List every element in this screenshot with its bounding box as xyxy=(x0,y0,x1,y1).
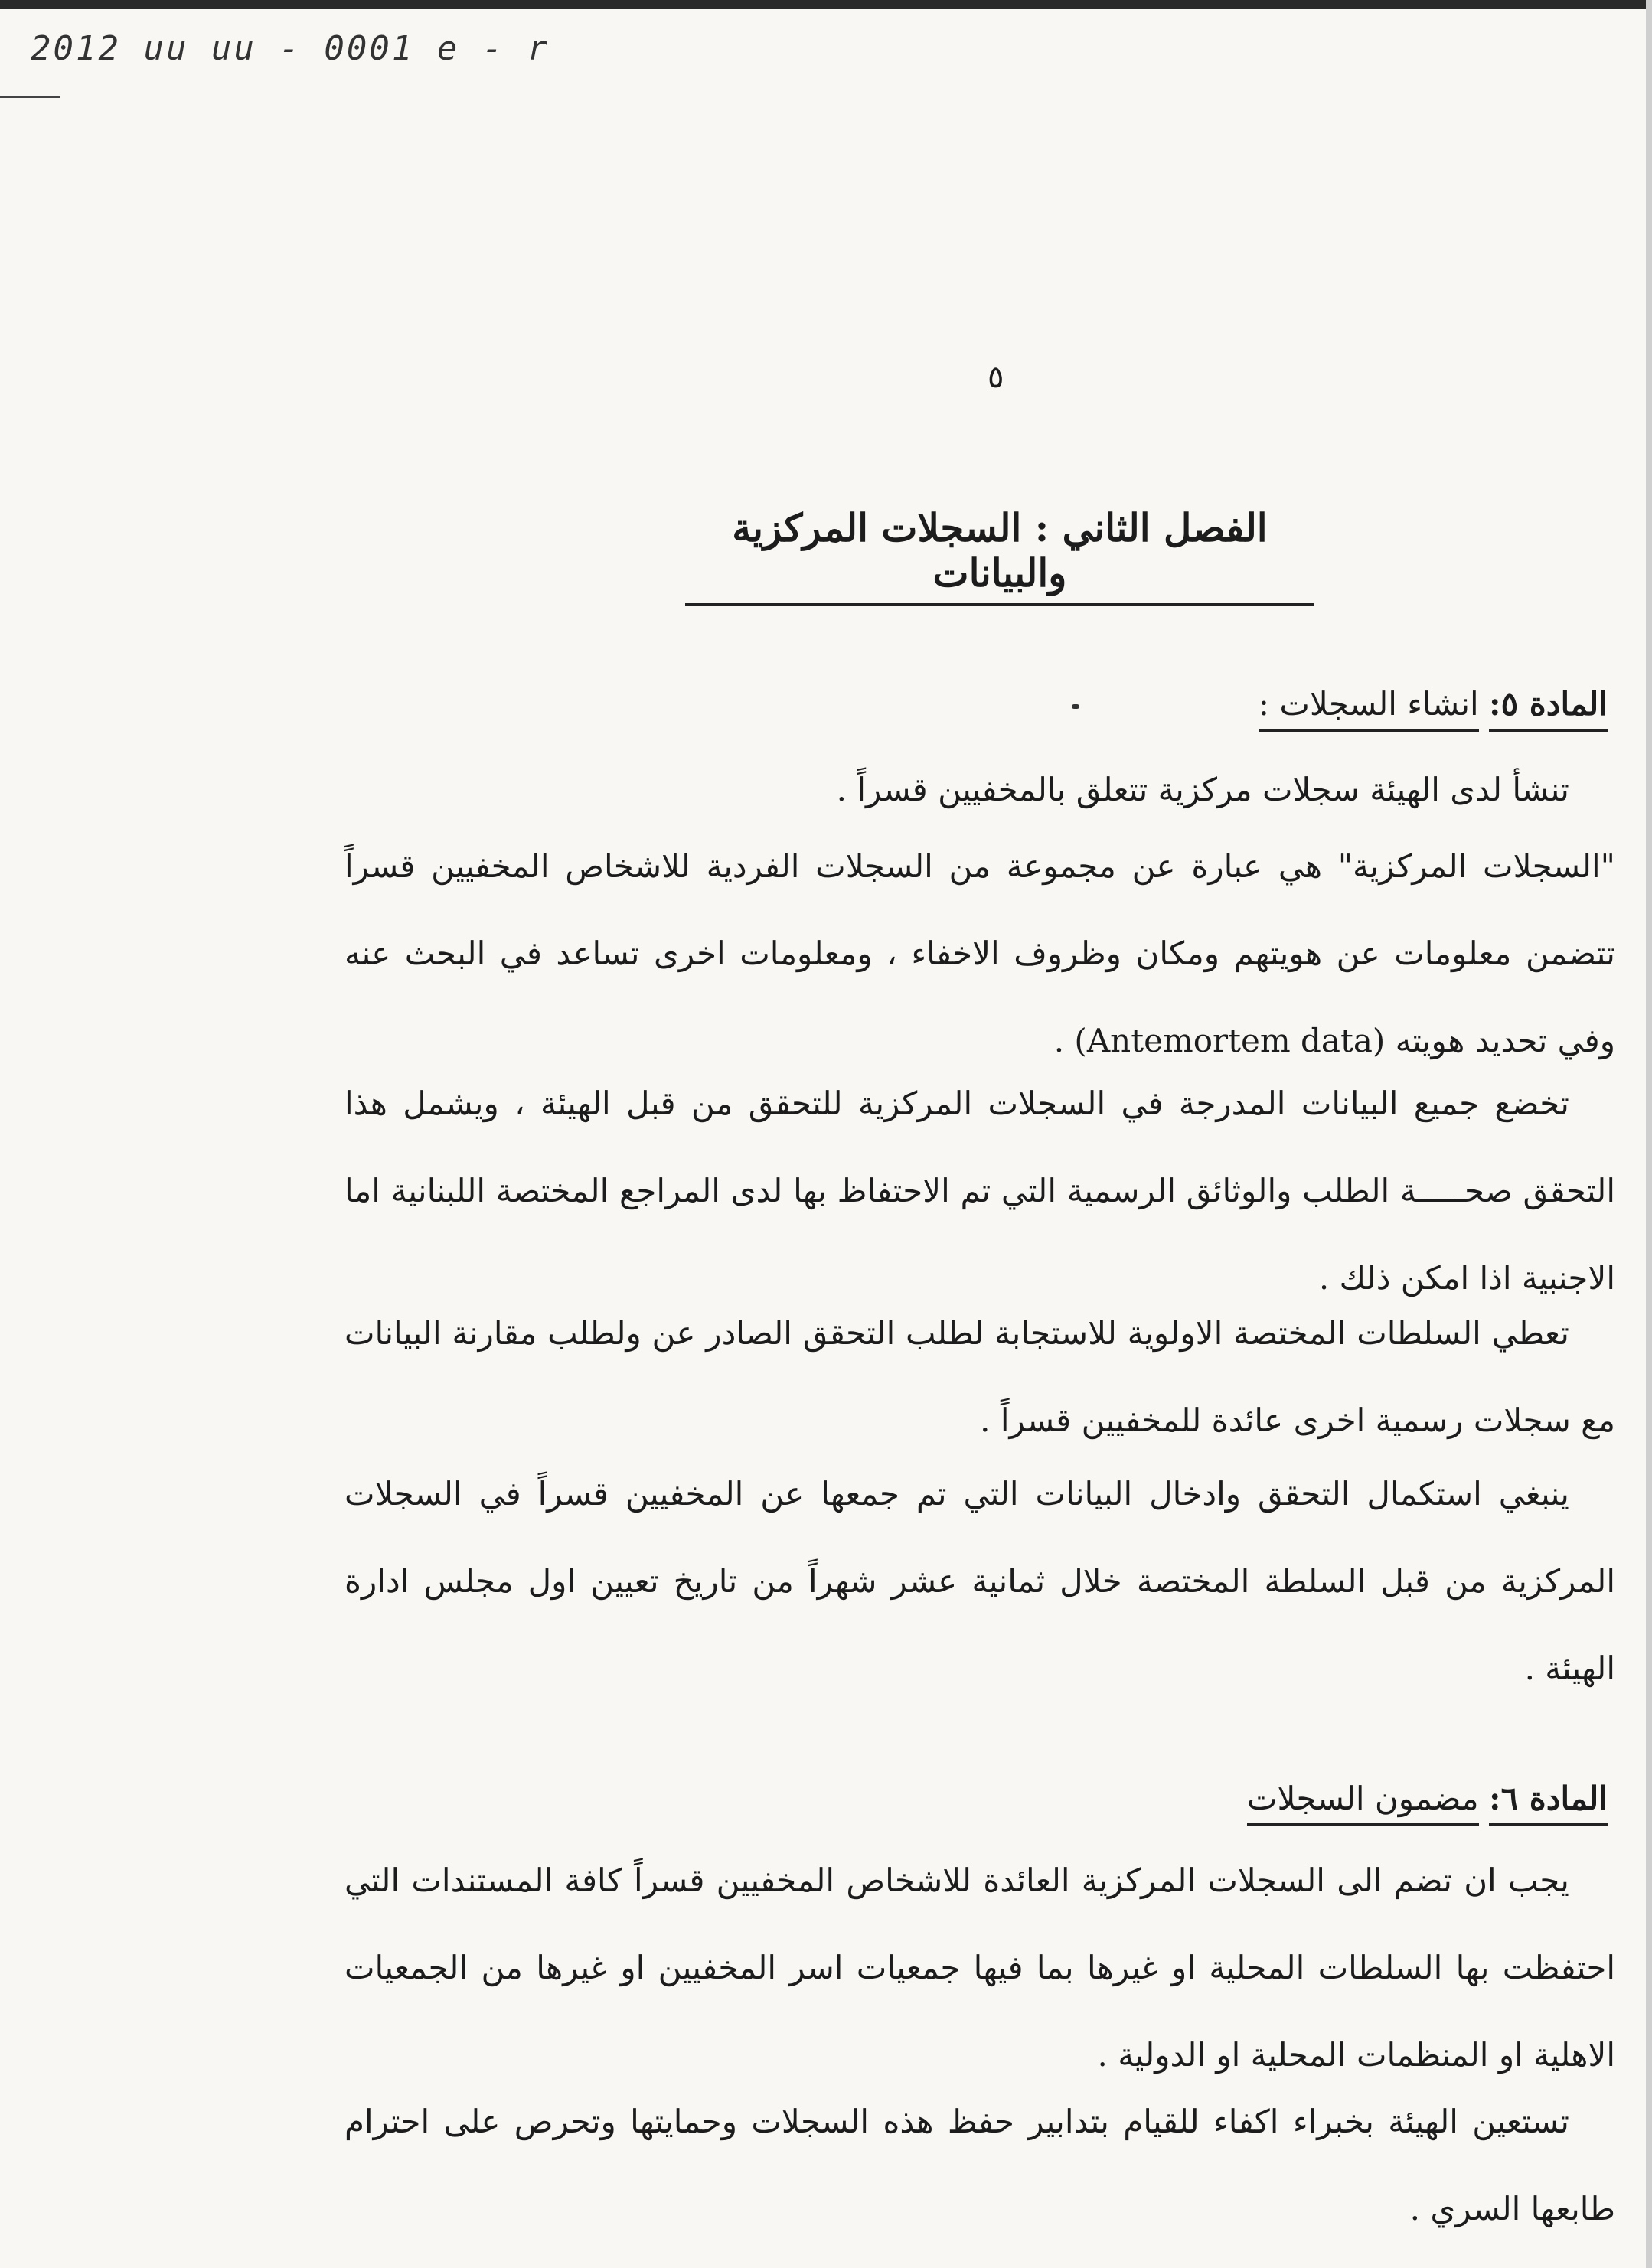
article-5-heading xyxy=(1259,685,1608,723)
article-5-title: انشاء السجلات : xyxy=(1259,685,1479,732)
article-6-heading xyxy=(1247,1780,1608,1817)
article-6-paragraph-2: تستعين الهيئة بخبراء اكفاء للقيام بتدابير حفظ هذه السجلات وحمايتها وتحرص على احترام طابعها السري . xyxy=(344,2103,1615,2227)
article-5-number: المادة ٥: xyxy=(1489,685,1608,732)
chapter-title: الفصل الثاني : السجلات المركزية والبيانات xyxy=(685,505,1314,606)
article-5-paragraph-3: تخضع جميع البيانات المدرجة في السجلات المركزية للتحقق من قبل الهيئة ، ويشمل هذا التحقق صحـــــة الطلب والوثائق الرسمية التي تم الاحتفاظ بها لدى المراجع المختصة اللبنانية اما الاجنبية اذا امكن ذلك . xyxy=(344,1085,1615,1297)
scan-right-edge xyxy=(1646,0,1652,2268)
handwritten-reference: 2012 uu uu - 0001 e - r xyxy=(31,29,550,68)
stray-mark xyxy=(1072,704,1079,709)
article-5-paragraph-2: "السجلات المركزية" هي عبارة عن مجموعة من السجلات الفردية للاشخاص المخفيين قسراً تتضمن معلومات عن هويتهم ومكان وظروف الاخفاء ، ومعلومات اخرى تساعد في البحث عنه وفي تحديد هويته (Antemortem data) . xyxy=(344,847,1615,1059)
page-number: ٥ xyxy=(988,360,1004,395)
article-6-title: مضمون السجلات xyxy=(1247,1780,1479,1826)
article-5-paragraph-4: تعطي السلطات المختصة الاولوية للاستجابة لطلب التحقق الصادر عن ولطلب مقارنة البيانات مع سجلات رسمية اخرى عائدة للمخفيين قسراً . xyxy=(344,1314,1615,1439)
article-5-paragraph-1: تنشأ لدى الهيئة سجلات مركزية تتعلق بالمخفيين قسراً . xyxy=(836,771,1569,808)
margin-rule xyxy=(0,96,60,98)
article-5-paragraph-5: ينبغي استكمال التحقق وادخال البيانات التي تم جمعها عن المخفيين قسراً في السجلات المركزية من قبل السلطة المختصة خلال ثمانية عشر شهراً من تاريخ تعيين اول مجلس ادارة الهيئة . xyxy=(344,1475,1615,1687)
article-6-number: المادة ٦: xyxy=(1489,1780,1608,1826)
article-6-paragraph-1: يجب ان تضم الى السجلات المركزية العائدة للاشخاص المخفيين قسراً كافة المستندات التي احتفظت بها السلطات المحلية او غيرها بما فيها جمعيات اسر المخفيين او غيرها من الجمعيات الاهلية او المنظمات المحلية او الدولية . xyxy=(344,1862,1615,2074)
scan-top-edge xyxy=(0,0,1652,9)
